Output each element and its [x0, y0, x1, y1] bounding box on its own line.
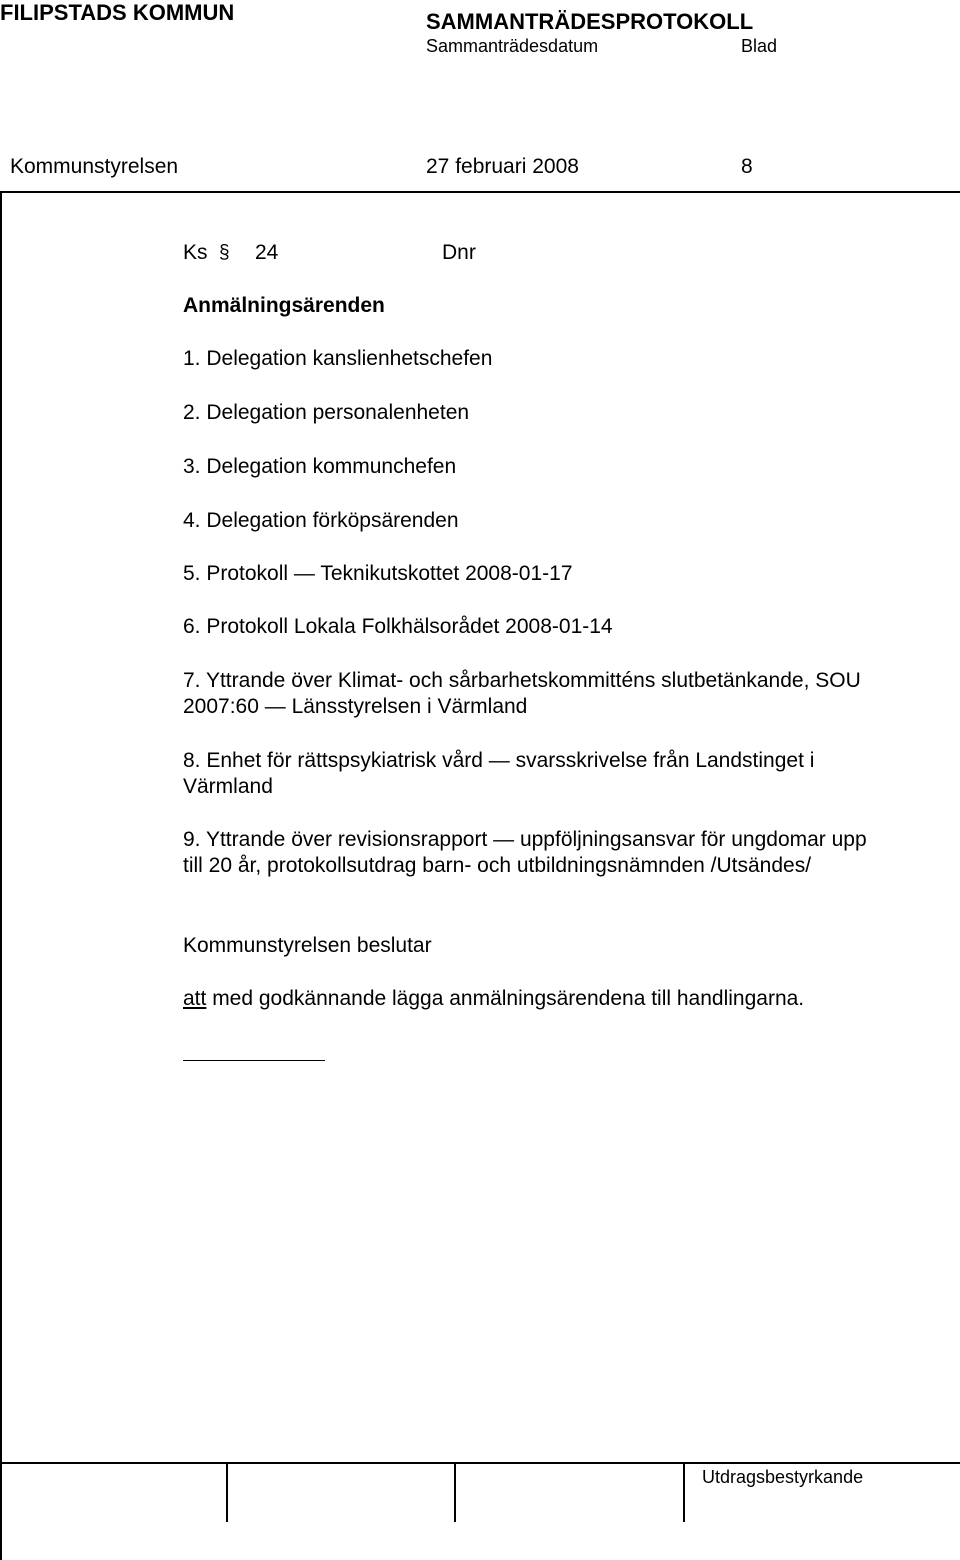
- list-item: 3. Delegation kommunchefen: [183, 455, 457, 478]
- signature-box-divider: [226, 1462, 228, 1522]
- att-keyword: att: [183, 987, 207, 1010]
- list-item: 9. Yttrande över revisionsrapport — uppföljningsansvar för ungdomar upp: [183, 828, 867, 851]
- certification-label: Utdragsbestyrkande: [702, 1467, 864, 1487]
- left-margin-rule: [0, 191, 2, 1560]
- ks-label: Ks: [183, 241, 208, 264]
- case-title: Anmälningsärenden: [183, 294, 385, 317]
- list-item: 4. Delegation förköpsärenden: [183, 509, 459, 532]
- closing-rule: [183, 1060, 325, 1061]
- header-divider: [0, 191, 960, 193]
- list-item: 8. Enhet för rättspsykiatrisk vård — svarsskrivelse från Landstinget i: [183, 749, 815, 772]
- footer-top-rule: [0, 1462, 960, 1464]
- decision-text: [183, 987, 804, 1011]
- list-item: 6. Protokoll Lokala Folkhälsorådet 2008-01-14: [183, 615, 613, 638]
- list-item: 7. Yttrande över Klimat- och sårbarhetskommitténs slutbetänkande, SOU: [183, 669, 861, 692]
- list-item: 5. Protokoll — Teknikutskottet 2008-01-17: [183, 562, 573, 585]
- dnr-label: Dnr: [442, 241, 476, 264]
- signature-box-divider: [454, 1462, 456, 1522]
- list-item: 1. Delegation kanslienhetschefen: [183, 347, 493, 370]
- date-label: Sammanträdesdatum: [426, 36, 599, 56]
- ks-number: 24: [255, 241, 279, 264]
- list-item-continuation: till 20 år, protokollsutdrag barn- och utbildningsnämnden /Utsändes/: [183, 854, 812, 877]
- signature-box-divider: [683, 1462, 685, 1522]
- body-name: Kommunstyrelsen: [10, 155, 179, 178]
- document-type: SAMMANTRÄDESPROTOKOLL: [426, 9, 754, 34]
- meeting-date: 27 februari 2008: [426, 155, 579, 178]
- list-item-continuation: 2007:60 — Länsstyrelsen i Värmland: [183, 695, 528, 718]
- list-item: 2. Delegation personalenheten: [183, 401, 470, 424]
- page-number: 8: [741, 155, 753, 178]
- section-symbol: §: [219, 242, 230, 263]
- list-item-continuation: Värmland: [183, 775, 273, 798]
- decision-heading: Kommunstyrelsen beslutar: [183, 934, 432, 957]
- org-name: FILIPSTADS KOMMUN: [0, 0, 235, 25]
- decision-body: med godkännande lägga anmälningsärendena till handlingarna.: [206, 987, 805, 1010]
- page-label: Blad: [741, 36, 778, 56]
